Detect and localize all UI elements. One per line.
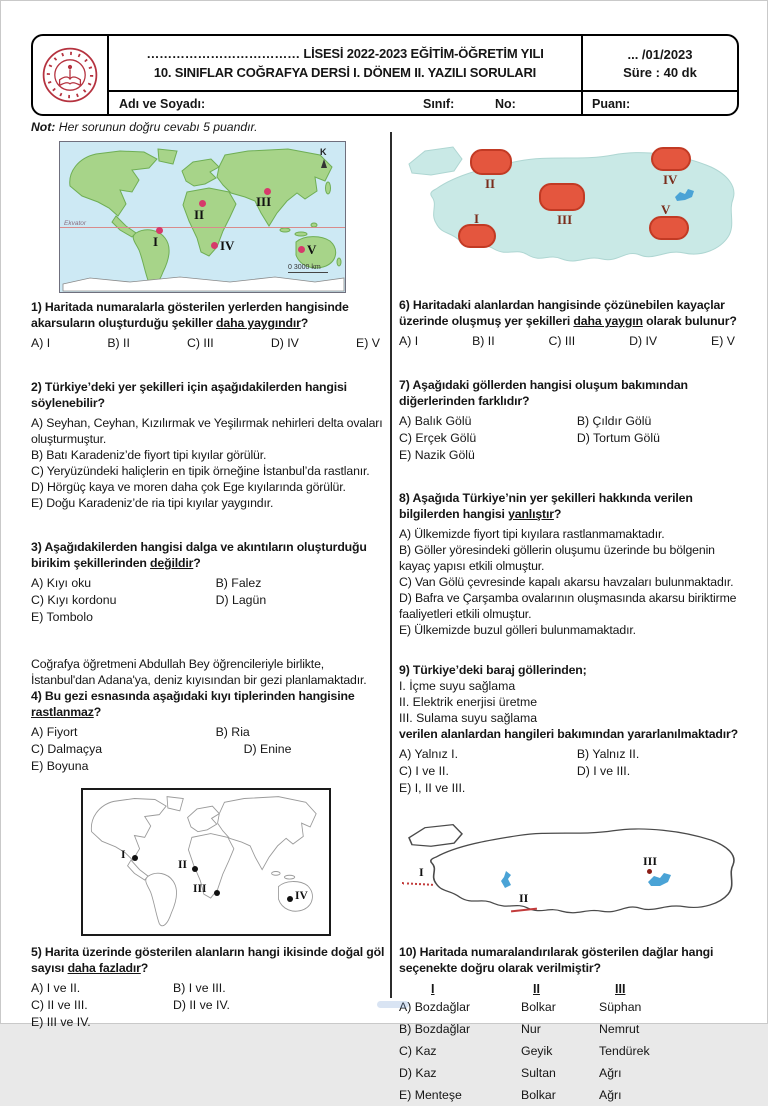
- table-cell: Ağrı: [599, 1088, 622, 1102]
- option-label: B) Çıldır Gölü: [576, 414, 652, 428]
- area-blob: [458, 224, 496, 248]
- option-label: E) Ülkemizde buzul gölleri bulunmamaktadır.: [399, 623, 636, 637]
- option-label: E) III ve IV.: [31, 1015, 91, 1029]
- option-label: E) I, II ve III.: [399, 781, 466, 795]
- map-marker-dot: [211, 242, 218, 249]
- equator-line: [60, 227, 345, 228]
- table-cell: Bolkar: [521, 1088, 556, 1102]
- option-label: E) Menteşe: [399, 1088, 462, 1102]
- map-marker-dot: [199, 200, 206, 207]
- table-row: [399, 1040, 741, 1062]
- option-label: E) Tombolo: [31, 610, 93, 624]
- north-label: K: [320, 147, 327, 157]
- option-label: D) Hörgüç kaya ve moren daha çok Ege kıyılarında görülür.: [31, 480, 346, 494]
- map-marker-label: IV: [220, 238, 235, 253]
- option-label: C) Dalmaçya: [31, 742, 103, 756]
- option-label: D) I ve III.: [576, 764, 631, 778]
- option-label: D) II ve IV.: [173, 998, 230, 1012]
- option-label: D) IV: [270, 336, 299, 350]
- turkey-map-mountains: [397, 813, 741, 936]
- option-label: B) Ria: [215, 725, 250, 739]
- question-6-stem: 6) Haritadaki alanlardan hangisinde çözünebilen kayaçlar üzerinde oluşmuş yer şekilleri daha yaygın olarak bulunur?: [399, 298, 737, 328]
- question-10-table-headers: [399, 982, 741, 996]
- option-label: A) Yalnız I.: [399, 747, 459, 761]
- map-marker-label: I: [121, 849, 126, 861]
- area-label: IV: [663, 172, 678, 187]
- map-marker-label: II: [194, 207, 205, 222]
- option-label: A) Kıyı oku: [31, 576, 92, 590]
- option-label: D) Kaz: [399, 1066, 437, 1080]
- option-label: B) Bozdağlar: [399, 1022, 471, 1036]
- question-8-stem: 8) Aşağıda Türkiye’nin yer şekilleri hakkında verilen bilgilerden hangisi yanlıştır?: [399, 491, 693, 521]
- left-column: [31, 132, 386, 1031]
- option-label: A) I ve II.: [31, 981, 81, 995]
- option-label: D) Lagün: [215, 593, 267, 607]
- option-label: C) Kıyı kordonu: [31, 593, 117, 607]
- table-cell: Süphan: [599, 1000, 642, 1014]
- area-label: I: [474, 211, 480, 226]
- option-label: A) I: [399, 334, 419, 348]
- question-9-stem-end: verilen alanlardan hangileri bakımından yararlanılmaktadır?: [399, 727, 739, 741]
- note-text: Her sorunun doğru cevabı 5 puandır.: [55, 120, 258, 134]
- option-label: A) Seyhan, Ceyhan, Kızılırmak ve Yeşilırmak nehirleri delta ovaları oluşturmuştur.: [31, 416, 383, 446]
- world-map-colored: [59, 141, 346, 293]
- option-label: E) V: [356, 336, 380, 350]
- world-map-outline: [81, 788, 331, 936]
- map-marker-label: III: [256, 194, 272, 209]
- exam-title-block: [109, 36, 581, 92]
- option-label: E) Doğu Karadeniz’de ria tipi kıyılar yaygındır.: [31, 496, 274, 510]
- map-marker-dot: [156, 227, 163, 234]
- question-5-options: [31, 980, 386, 1031]
- question-9: [399, 662, 741, 797]
- question-7: [399, 377, 741, 464]
- number-label: No:: [495, 97, 516, 111]
- question-6-options: [399, 333, 741, 349]
- map-marker-dot: [192, 866, 198, 872]
- map-marker-dot: [132, 855, 138, 861]
- area-blob: [470, 149, 512, 175]
- mountain-label: III: [643, 854, 658, 868]
- area-label: III: [557, 212, 573, 227]
- question-2: [31, 379, 386, 511]
- question-4-options: [31, 724, 386, 775]
- option-label: C) Yeryüzündeki haliçlerin en tipik örneğine İstanbul’da rastlanır.: [31, 464, 370, 478]
- question-7-stem: 7) Aşağıdaki göllerden hangisi oluşum bakımından diğerlerinden farklıdır?: [399, 378, 688, 408]
- option-label: B) Yalnız II.: [576, 747, 640, 761]
- area-blob: [651, 147, 691, 171]
- area-label: V: [661, 202, 671, 217]
- map-marker-label: III: [193, 883, 207, 895]
- column-header: III: [615, 982, 626, 996]
- option-label: C) III: [187, 336, 214, 350]
- question-3: [31, 539, 386, 626]
- table-row: [399, 1084, 741, 1106]
- option-label: B) II: [107, 336, 130, 350]
- map-scale: [288, 264, 328, 273]
- option-label: A) Balık Gölü: [399, 414, 472, 428]
- mountain-label: I: [419, 865, 424, 879]
- lake-tuz-icon: [500, 871, 513, 889]
- question-9-item: III. Sulama suyu sağlama: [399, 711, 538, 725]
- question-6: [399, 297, 741, 349]
- lake-van-icon: [646, 873, 672, 887]
- table-cell: Bolkar: [521, 1000, 556, 1014]
- question-1-stem: 1) Haritada numaralarla gösterilen yerlerden hangisinde akarsuların oluşturduğu şekiller daha yaygındır?: [31, 300, 349, 330]
- table-row: [399, 1018, 741, 1040]
- option-label: B) Falez: [215, 576, 262, 590]
- turkey-outline-figure: [397, 813, 741, 936]
- option-label: C) Kaz: [399, 1044, 437, 1058]
- option-label: E) Boyuna: [31, 759, 89, 773]
- meb-logo: [33, 36, 109, 114]
- question-1: [31, 299, 386, 351]
- option-label: B) I ve III.: [173, 981, 226, 995]
- score-label: Puanı:: [581, 92, 737, 114]
- map-marker-label: V: [307, 242, 317, 257]
- option-label: E) V: [711, 334, 735, 348]
- table-cell: Sultan: [521, 1066, 556, 1080]
- column-header: II: [533, 982, 540, 996]
- exam-duration: Süre : 40 dk: [623, 64, 697, 80]
- option-label: B) Batı Karadeniz’de fiyort tipi kıyılar görülür.: [31, 448, 267, 462]
- option-label: A) Fiyort: [31, 725, 78, 739]
- question-9-item: II. Elektrik enerjisi üretme: [399, 695, 538, 709]
- question-9-options: [399, 746, 741, 797]
- question-5: [31, 944, 386, 1031]
- option-label: D) Bafra ve Çarşamba ovalarının oluşmasında akarsu biriktirme faaliyetleri etkili olmuştur.: [399, 591, 737, 621]
- class-label: Sınıf:: [423, 97, 455, 111]
- question-9-item: I. İçme suyu sağlama: [399, 679, 516, 693]
- question-8: [399, 490, 741, 638]
- mountain-label: II: [519, 891, 529, 905]
- question-9-intro: 9) Türkiye’deki baraj göllerinden;: [399, 663, 587, 677]
- option-label: A) Ülkemizde fiyort tipi kıyılara rastlanmamaktadır.: [399, 527, 665, 541]
- question-3-options: [31, 575, 386, 626]
- student-fields: [109, 92, 581, 114]
- area-label: II: [485, 176, 496, 191]
- question-2-stem: 2) Türkiye’deki yer şekilleri için aşağıdakilerden hangisi söylenebilir?: [31, 380, 347, 410]
- map-marker-dot: [214, 890, 220, 896]
- exam-date: ... /01/2023: [627, 46, 693, 62]
- exam-header: [31, 34, 739, 116]
- note-prefix: Not:: [31, 120, 56, 134]
- question-3-stem: 3) Aşağıdakilerden hangisi dalga ve akıntıların oluşturduğu birikim şekillerinden değildir?: [31, 540, 367, 570]
- equator-label: Ekvator: [64, 220, 87, 227]
- column-divider: [390, 132, 392, 998]
- question-4-stem: 4) Bu gezi esnasında aşağıdaki kıyı tiplerinden hangisine rastlanmaz?: [31, 689, 355, 719]
- table-row: [399, 996, 741, 1018]
- option-label: C) Van Gölü çevresinde kapalı akarsu havzaları bulunmaktadır.: [399, 575, 734, 589]
- north-arrow-icon: [321, 159, 327, 168]
- question-7-options: [399, 413, 741, 464]
- table-cell: Ağrı: [599, 1066, 622, 1080]
- option-label: B) Göller yöresindeki göllerin oluşumu üzerinde bu bölgenin kayaç yapısı etkili olmuştur.: [399, 543, 715, 573]
- school-line: ……………………………… LİSESİ 2022-2023 EĞİTİM-ÖĞRETİM YILI: [146, 46, 544, 61]
- question-10: [399, 944, 741, 1106]
- table-cell: Nur: [521, 1022, 541, 1036]
- question-5-stem: 5) Harita üzerinde gösterilen alanların hangi ikisinde doğal göl sayısı daha fazladır?: [31, 945, 385, 975]
- lake-van-icon: [673, 189, 695, 202]
- option-label: D) IV: [629, 334, 658, 348]
- map-marker-label: II: [178, 859, 187, 871]
- ministry-emblem-icon: [38, 43, 102, 107]
- exam-title: 10. SINIFLAR COĞRAFYA DERSİ I. DÖNEM II. YAZILI SORULARI: [153, 65, 537, 80]
- world-map-outline-figure: [83, 790, 329, 934]
- page-indicator: [377, 1001, 409, 1008]
- option-label: C) III: [548, 334, 576, 348]
- option-label: A) I: [31, 336, 51, 350]
- option-label: C) Erçek Gölü: [399, 431, 477, 445]
- scale-bar: [288, 272, 328, 273]
- area-blob: [539, 183, 585, 211]
- name-label: Adı ve Soyadı:: [119, 97, 206, 111]
- map-marker-dot: [298, 246, 305, 253]
- table-cell: Geyik: [521, 1044, 553, 1058]
- option-label: D) Enine: [243, 742, 292, 756]
- question-4-intro: Coğrafya öğretmeni Abdullah Bey öğrencileriyle birlikte, İstanbul'dan Adana'ya, deniz kıyısından bir gezi planlamaktadır.: [31, 657, 367, 687]
- option-label: D) Tortum Gölü: [576, 431, 660, 445]
- table-cell: Tendürek: [599, 1044, 650, 1058]
- turkey-map-areas: [397, 132, 741, 291]
- column-header: I: [431, 982, 435, 996]
- table-cell: Nemrut: [599, 1022, 640, 1036]
- question-10-stem: 10) Haritada numaralandırılarak gösterilen dağlar hangi seçenekte doğru olarak verilmiştir?: [399, 945, 714, 975]
- option-label: C) I ve II.: [399, 764, 449, 778]
- map-marker-label: I: [153, 234, 159, 249]
- question-4: [31, 688, 386, 775]
- option-label: E) Nazik Gölü: [399, 448, 475, 462]
- map-marker-dot: [287, 896, 293, 902]
- table-row: [399, 1062, 741, 1084]
- option-label: C) II ve III.: [31, 998, 88, 1012]
- map-marker-label: IV: [295, 890, 308, 902]
- right-column: [399, 132, 741, 1106]
- scale-label: 0 3000 km: [288, 264, 321, 271]
- option-label: A) Bozdağlar: [399, 1000, 471, 1014]
- question-1-options: [31, 335, 386, 351]
- exam-info-block: [581, 36, 737, 92]
- area-blob: [649, 216, 689, 240]
- option-label: B) II: [472, 334, 495, 348]
